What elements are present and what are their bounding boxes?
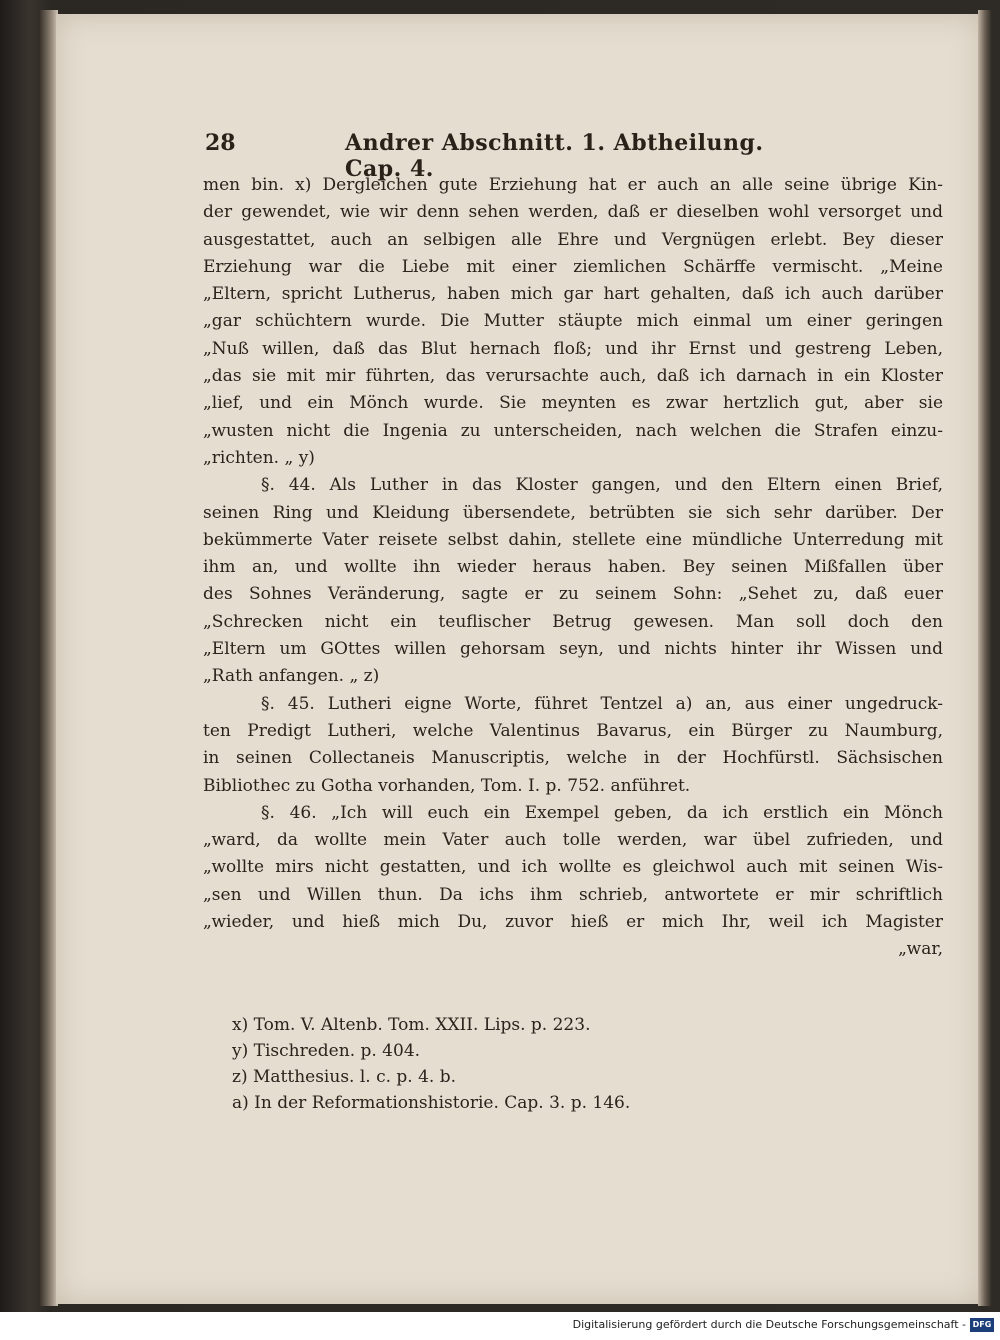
text-line: bekümmerte Vater reisete selbst dahin, stellete eine mündliche Unterredung mit (203, 529, 943, 550)
paragraph-45-start: §. 45. Lutheri eigne Worte, führet Tentzel a) an, aus einer ungedruck- (261, 693, 943, 714)
text-line: der gewendet, wie wir denn sehen werden, daß er dieselben wohl versorget und (203, 202, 943, 223)
text-line: „lief, und ein Mönch wurde. Sie meynten es zwar hertzlich gut, aber sie (203, 393, 943, 414)
text-line: „Rath anfangen. „ z) (203, 666, 380, 687)
text-line: „richten. „ y) (203, 447, 315, 468)
text-line: „sen und Willen thun. Da ichs ihm schrieb, antwortete er mir schriftlich (203, 884, 943, 905)
text-line: in seinen Collectaneis Manuscriptis, welche in der Hochfürstl. Sächsischen (203, 748, 943, 769)
text-line: „Eltern, spricht Lutherus, haben mich gar hart gehalten, daß ich auch darüber (203, 284, 943, 305)
body-text (203, 172, 943, 964)
text-line: „Nuß willen, daß das Blut hernach floß; und ihr Ernst und gestreng Leben, (203, 338, 943, 359)
digitization-credit: Digitalisierung gefördert durch die Deutsche Forschungsgemeinschaft - (572, 1318, 966, 1331)
text-line: des Sohnes Veränderung, sagte er zu seinem Sohn: „Sehet zu, daß euer (203, 584, 943, 605)
running-title: Andrer Abschnitt. 1. Abtheilung. Cap. 4. (345, 130, 764, 182)
text-line: ten Predigt Lutheri, welche Valentinus Bavarus, ein Bürger zu Naumburg, (203, 720, 943, 741)
text-line: Bibliothec zu Gotha vorhanden, Tom. I. p. 752. anführet. (203, 775, 691, 796)
page-edge-right (978, 10, 992, 1306)
text-line: „das sie mit mir führten, das verursachte auch, daß ich darnach in ein Kloster (203, 366, 943, 387)
text-line: „gar schüchtern wurde. Die Mutter stäupte mich einmal um einer geringen (203, 311, 943, 332)
footnote-y: y) Tischreden. p. 404. (232, 1041, 421, 1061)
dfg-logo-icon: DFG (970, 1318, 994, 1332)
page-header (205, 130, 805, 182)
text-line: men bin. x) Dergleichen gute Erziehung hat er auch an alle seine übrige Kin- (203, 175, 943, 195)
text-line: „Eltern um GOttes willen gehorsam seyn, und nichts hinter ihr Wissen und (203, 639, 943, 660)
page-number: 28 (205, 130, 236, 156)
text-line: „wusten nicht die Ingenia zu unterscheiden, nach welchen die Strafen einzu- (203, 420, 943, 441)
text-line: seinen Ring und Kleidung übersendete, betrübten sie sich sehr darüber. Der (203, 502, 943, 523)
footnote-z: z) Matthesius. l. c. p. 4. b. (232, 1067, 457, 1087)
text-line: „ward, da wollte mein Vater auch tolle werden, war übel zufrieden, und (203, 830, 943, 851)
footnote-x: x) Tom. V. Altenb. Tom. XXII. Lips. p. 223. (232, 1015, 591, 1035)
text-line: ihm an, und wollte ihn wieder heraus haben. Bey seinen Mißfallen über (203, 557, 943, 578)
paragraph-46-start: §. 46. „Ich will euch ein Exempel geben, da ich erstlich ein Mönch (261, 802, 943, 823)
text-line: Erziehung war die Liebe mit einer ziemlichen Schärffe vermischt. „Meine (203, 256, 943, 277)
text-line: „wollte mirs nicht gestatten, und ich wollte es gleichwol auch mit seinen Wis- (203, 857, 943, 878)
text-line: ausgestattet, auch an selbigen alle Ehre und Vergnügen erlebt. Bey dieser (203, 229, 943, 250)
paragraph-44-start: §. 44. Als Luther in das Kloster gangen, und den Eltern einen Brief, (261, 475, 943, 496)
text-line: „Schrecken nicht ein teuflischer Betrug gewesen. Man soll doch den (203, 611, 943, 632)
text-line: „wieder, und hieß mich Du, zuvor hieß er mich Ihr, weil ich Magister (203, 912, 943, 933)
footnotes (232, 1012, 732, 1116)
catchword: „war, (898, 939, 943, 960)
footnote-a: a) In der Reformationshistorie. Cap. 3. p. 146. (232, 1093, 631, 1113)
